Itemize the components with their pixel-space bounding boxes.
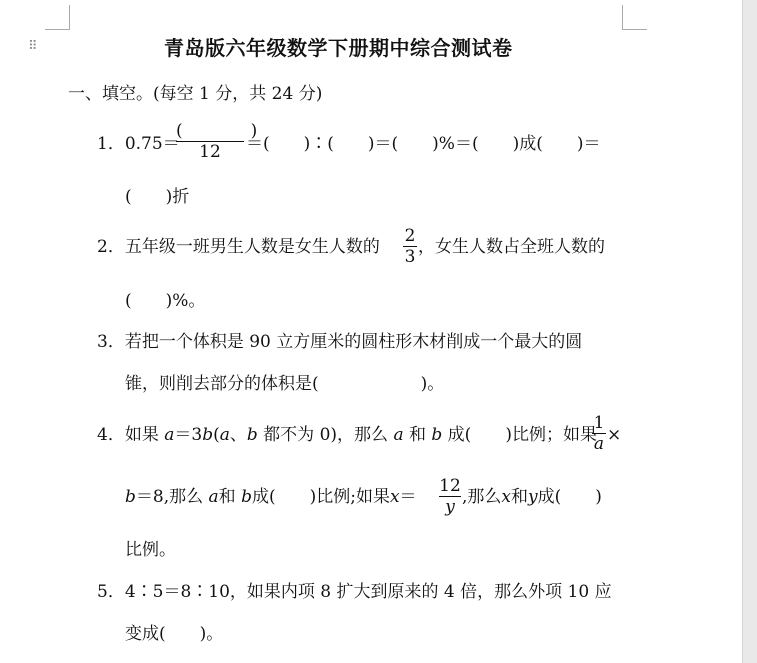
margin-corner-mark <box>622 5 647 30</box>
q4-line2-a: b＝8,那么 a和 b成( )比例;如果x＝ <box>125 487 417 507</box>
q2-line2: ( )%。 <box>125 291 206 311</box>
q1-fraction <box>176 121 258 162</box>
q4-line2-b: ,那么x和y成( ) <box>462 487 602 507</box>
q5-line2: 变成( )。 <box>125 624 224 644</box>
window-side-gutter <box>742 0 757 663</box>
q4-line1: 4．如果 a＝3b(a、b 都不为 0)，那么 a 和 b 成( )比例；如果 <box>97 425 597 445</box>
q2-fraction-denominator: 3 <box>404 247 416 267</box>
q3-line2: 锥，则削去部分的体积是( )。 <box>125 374 445 394</box>
document-title: 青岛版六年级数学下册期中综合测试卷 <box>164 36 513 60</box>
drag-handle-icon[interactable]: ⠿ <box>28 39 39 54</box>
q2-line1-post: ，女生人数占全班人数的 <box>418 237 605 257</box>
q2-line1-pre: 2．五年级一班男生人数是女生人数的 <box>97 237 380 257</box>
q4-fraction-1 <box>592 414 606 453</box>
section-heading: 一、填空。(每空 1 分，共 24 分) <box>68 84 323 104</box>
q2-fraction <box>403 227 417 266</box>
q4-fraction-2-denominator: y <box>445 497 455 517</box>
q1-fraction-numerator: ( ) <box>176 121 258 141</box>
q4-fraction-1-denominator: a <box>593 434 605 454</box>
q1-rest: ＝( )∶( )＝( )%＝( )成( )＝ <box>246 134 601 154</box>
q5-line1: 5．4∶5＝8∶10，如果内项 8 扩大到原来的 4 倍，那么外项 10 应 <box>97 582 612 602</box>
q3-line1: 3．若把一个体积是 90 立方厘米的圆柱形木材削成一个最大的圆 <box>97 332 583 352</box>
q1-line2: ( )折 <box>125 187 190 207</box>
q1-fraction-denominator: 12 <box>199 142 221 162</box>
q4-fraction-1-numerator: 1 <box>593 413 605 433</box>
q4-times-sign: × <box>607 425 622 445</box>
q4-fraction-2 <box>439 477 461 516</box>
q1-lead: 1．0.75＝ <box>97 134 180 154</box>
q4-fraction-2-numerator: 12 <box>439 476 461 496</box>
q2-fraction-numerator: 2 <box>404 226 416 246</box>
q4-line3: 比例。 <box>125 540 176 560</box>
margin-corner-mark <box>45 5 70 30</box>
